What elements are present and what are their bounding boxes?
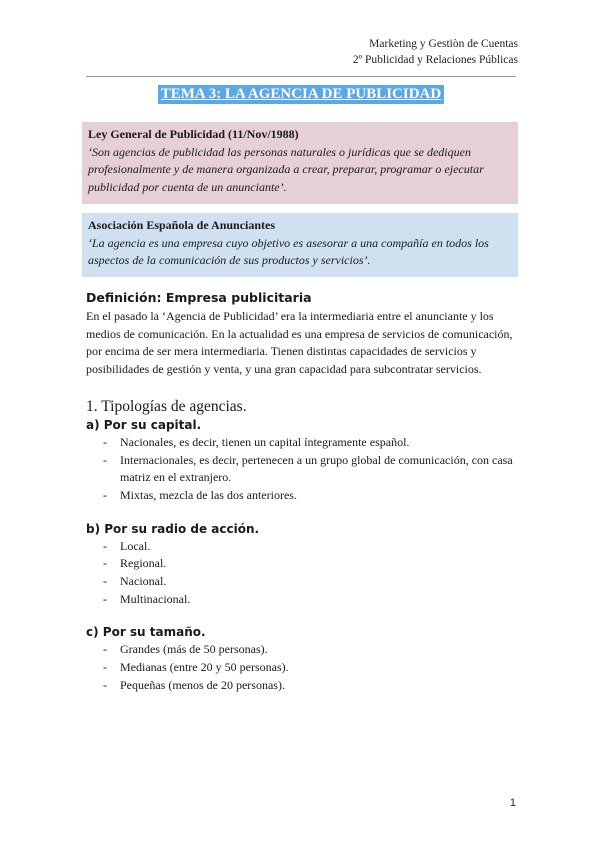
list-item <box>86 555 518 573</box>
list-item-text: Mixtas, mezcla de las dos anteriores. <box>120 487 297 502</box>
definicion-text: En el pasado la ‘Agencia de Publicidad’ era la intermediaria entre el anunciante y los medios de comunicación. En la actualidad es una empresa de servicios de comunicación, por encima de ser mera intermediaria. Tienen distintas capacidades de servicios y posibilidades de gestión y venta, y una gran capacidad para subcontratar servicios. <box>86 309 513 377</box>
group-radio-list <box>86 538 518 609</box>
group-radio-heading: b) Por su radio de acción. <box>86 521 260 536</box>
group-tamano-heading: c) Por su tamaño. <box>86 625 206 640</box>
list-item <box>86 538 518 556</box>
dash-marker: - <box>103 434 107 449</box>
title-wrap <box>86 85 516 104</box>
list-item-text: Pequeñas (menos de 20 personas). <box>120 677 285 692</box>
dash-marker: - <box>103 660 107 675</box>
list-item <box>86 434 518 452</box>
list-item <box>86 487 518 505</box>
header-course: Marketing y Gestiòn de Cuentas <box>369 38 518 50</box>
list-item <box>86 677 518 695</box>
ley-general-box <box>82 122 518 204</box>
list-item-text: Medianas (entre 20 y 50 personas). <box>120 660 289 675</box>
asociacion-quote: ‘La agencia es una empresa cuyo objetivo es asesorar a una compañía en todos los aspectos de la comunicación de sus productos y servicios’. <box>88 235 489 267</box>
list-item-text: Regional. <box>120 556 167 571</box>
asociacion-heading: Asociación Española de Anunciantes <box>88 218 276 232</box>
list-item <box>86 641 518 659</box>
list-item <box>86 573 518 591</box>
list-item <box>86 659 518 677</box>
page-title: TEMA 3: LA AGENCIA DE PUBLICIDAD <box>158 85 444 104</box>
dash-marker: - <box>103 556 107 571</box>
list-item-text: Local. <box>120 538 151 553</box>
dash-marker: - <box>103 591 107 606</box>
list-item-text: Nacional. <box>120 574 167 589</box>
header-degree: 2º Publicidad y Relaciones Públicas <box>352 54 518 66</box>
group-tamano-list <box>86 641 518 694</box>
page-number: 1 <box>509 797 516 809</box>
tipologias-heading: 1. Tipologías de agencias. <box>86 397 247 415</box>
dash-marker: - <box>103 487 107 502</box>
page-header <box>353 36 518 68</box>
dash-marker: - <box>103 574 107 589</box>
group-capital-list <box>86 434 518 505</box>
list-item-text: Grandes (más de 50 personas). <box>120 642 268 657</box>
list-item <box>86 452 518 487</box>
dash-marker: - <box>103 677 107 692</box>
asociacion-box <box>82 213 518 277</box>
list-item-text: Nacionales, es decir, tienen un capital íntegramente español. <box>120 434 410 449</box>
ley-general-quote: ‘Son agencias de publicidad las personas naturales o jurídicas que se dediquen profesionalmente y de manera organizada a crear, preparar, programar o ejecutar publicidad por cuenta de un anunciante’. <box>88 144 484 194</box>
header-divider <box>86 76 516 77</box>
ley-general-heading: Ley General de Publicidad (11/Nov/1988) <box>88 127 299 141</box>
dash-marker: - <box>103 538 107 553</box>
definicion-heading: Definición: Empresa publicitaria <box>86 290 312 305</box>
list-item-text: Multinacional. <box>120 591 191 606</box>
main-content <box>86 288 518 695</box>
group-capital-heading: a) Por su capital. <box>86 417 202 432</box>
dash-marker: - <box>103 452 107 467</box>
dash-marker: - <box>103 642 107 657</box>
list-item-text: Internacionales, es decir, pertenecen a un grupo global de comunicación, con casa matriz en el extranjero. <box>120 452 513 485</box>
list-item <box>86 591 518 609</box>
